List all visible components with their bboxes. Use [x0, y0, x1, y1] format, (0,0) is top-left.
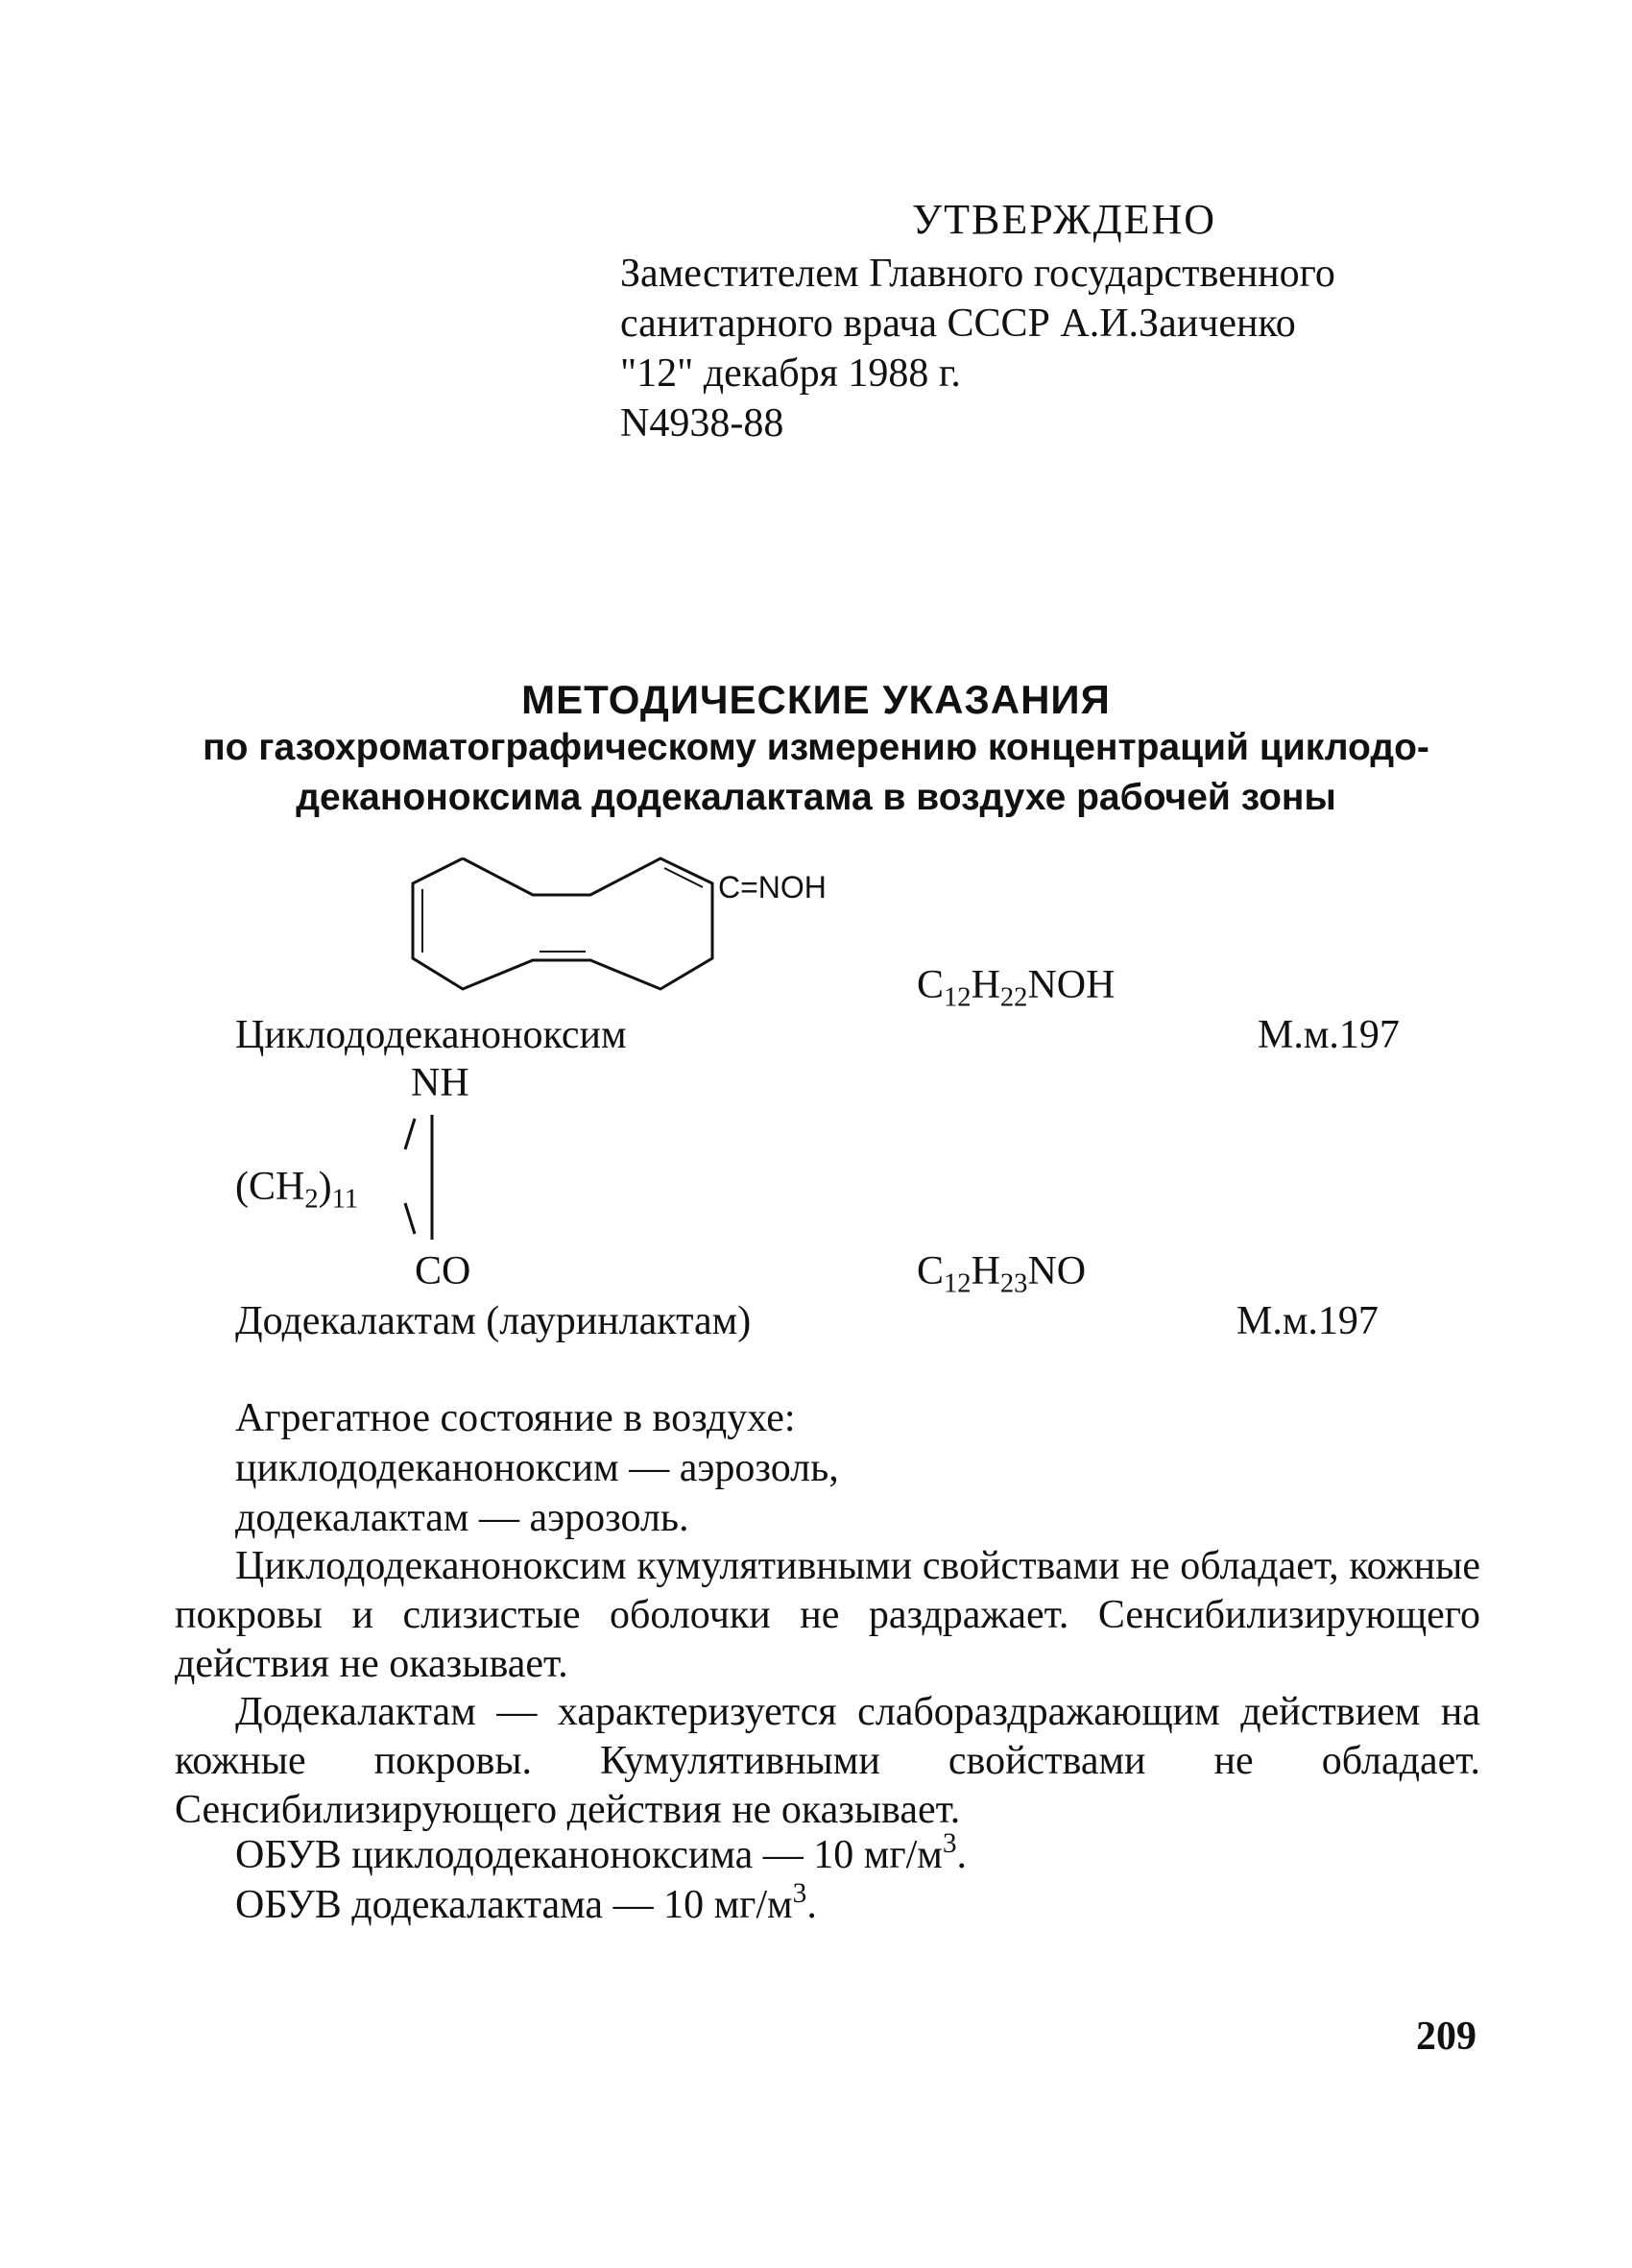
document-subtitle-line-2: деканоноксима додекалактама в воздухе рабочей зоны: [296, 777, 1336, 818]
obuv-text: ОБУВ циклододеканоноксима — 10 мг/м: [235, 1833, 943, 1877]
obuv-end: .: [956, 1833, 968, 1877]
paragraph-compound-2-properties: Додекалактам — характеризуется слабораздражающим действием на кожные покровы. Кумулятивными свойствами не обладает. Сенсибилизирующего действия не оказывает.: [175, 1690, 1480, 1832]
lactam-bond-structure: [384, 1109, 442, 1243]
aggregate-state-heading: Агрегатное состояние в воздухе:: [235, 1396, 796, 1440]
cyclododecane-ring-structure: [403, 845, 720, 999]
ring-outer-bond: [413, 858, 712, 989]
nh-group-label: NH: [411, 1061, 469, 1105]
formula-subscript: 12: [944, 1268, 972, 1299]
obuv-superscript: 3: [792, 1877, 807, 1909]
compound-1-formula: [917, 962, 1116, 1013]
formula-subscript: 23: [999, 1268, 1028, 1299]
formula-subscript: 12: [944, 982, 972, 1013]
compound-1-molecular-mass: М.м.197: [1258, 1013, 1400, 1057]
obuv-end: .: [806, 1883, 817, 1927]
formula-element: NOH: [1027, 963, 1116, 1007]
formula-subscript: 22: [999, 982, 1028, 1013]
aggregate-state-line: циклододеканоноксим — аэрозоль,: [235, 1446, 839, 1490]
obuv-line-compound-2: [235, 1877, 817, 1928]
formula-element: H: [971, 1249, 1000, 1293]
formula-element: NO: [1027, 1249, 1087, 1293]
compound-2-name: Додекалактам (лауринлактам): [235, 1299, 752, 1343]
approval-number: N4938-88: [620, 401, 784, 446]
formula-element: H: [971, 963, 1000, 1007]
obuv-text: ОБУВ додекалактама — 10 мг/м: [235, 1883, 793, 1927]
formula-element: C: [917, 1249, 945, 1293]
ch2-text: (CH: [235, 1165, 305, 1209]
aggregate-state-line: додекалактам — аэрозоль.: [235, 1496, 689, 1540]
approval-signatory-name: санитарного врача СССР А.И.Заиченко: [620, 302, 1296, 346]
ch2-count: 11: [331, 1184, 359, 1215]
obuv-line-compound-1: [235, 1827, 968, 1878]
compound-1-name: Циклододеканоноксим: [235, 1013, 627, 1057]
formula-element: C: [917, 963, 945, 1007]
approval-title: УТВЕРЖДЕНО: [912, 196, 1217, 243]
lactam-backslash-bond: [405, 1203, 415, 1234]
lactam-slash-bond: [405, 1119, 415, 1149]
ch2-subscript: 2: [304, 1184, 319, 1215]
ch2-chain-label: [235, 1164, 359, 1215]
page-number: 209: [1416, 2015, 1476, 2059]
ch2-close: ): [318, 1165, 332, 1209]
approval-date: "12" декабря 1988 г.: [620, 351, 961, 396]
paragraph-compound-1-properties: Циклододеканоноксим кумулятивными свойствами не обладает, кожные покровы и слизистые оболочки не раздражает. Сенсибилизирующего действия не оказывает.: [175, 1544, 1480, 1686]
document-title: МЕТОДИЧЕСКИЕ УКАЗАНИЯ: [521, 677, 1111, 722]
approval-signatory-line: Заместителем Главного государственного: [620, 252, 1335, 296]
compound-2-formula: [917, 1248, 1087, 1299]
document-subtitle-line-1: по газохроматографическому измерению концентраций циклодо-: [203, 727, 1429, 768]
obuv-superscript: 3: [942, 1827, 957, 1859]
oxime-group-label: C=NOH: [718, 870, 827, 905]
compound-2-molecular-mass: М.м.197: [1236, 1299, 1379, 1343]
co-group-label: CO: [415, 1249, 471, 1293]
